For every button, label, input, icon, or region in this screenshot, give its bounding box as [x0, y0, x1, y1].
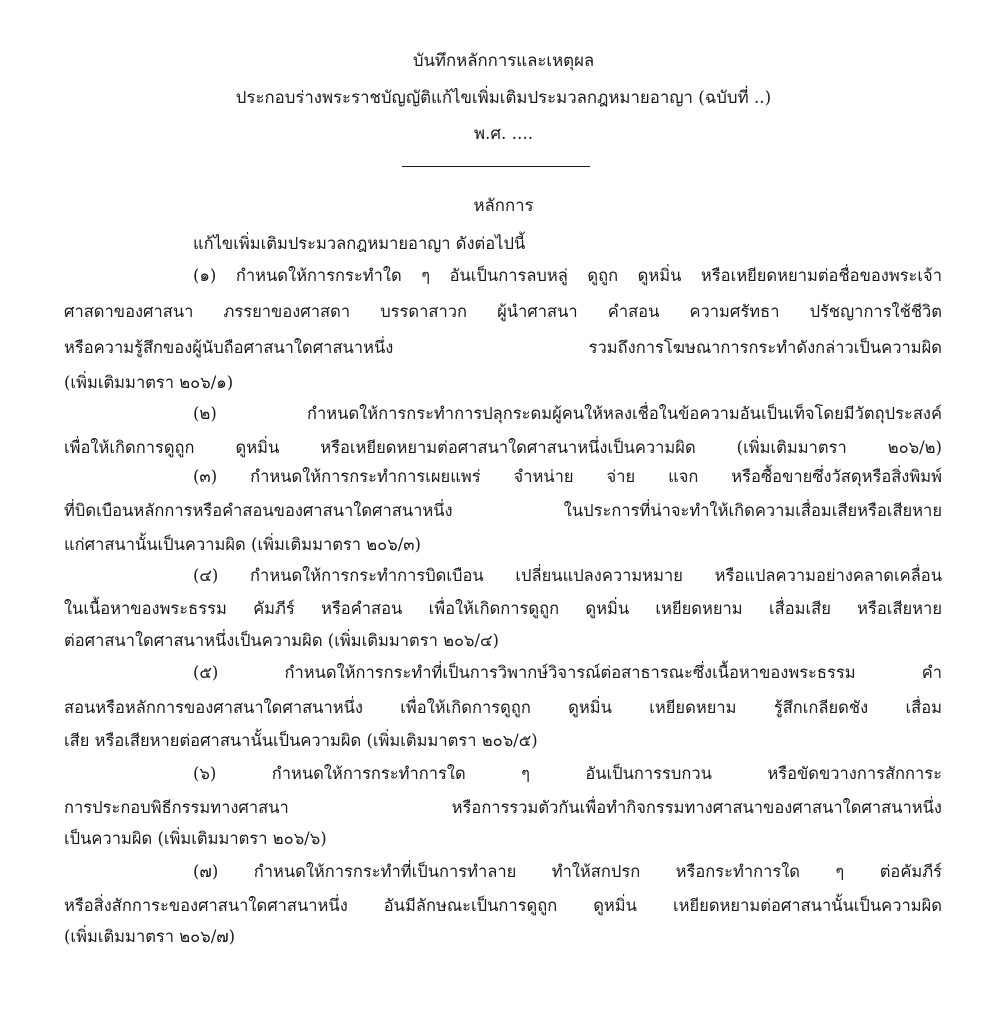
- item-1-line-1: (๑) กำหนดให้การกระทำใด ๆ อันเป็นการลบหลู่ ดูถูก ดูหมิ่น หรือเหยียดหยามต่อชื่อของพระเจ้า: [193, 266, 942, 285]
- item-2-line-1: (๒) กำหนดให้การกระทำการปลุกระดมผู้คนให้หลงเชื่อในข้อความอันเป็นเท็จโดยมีวัตถุประสงค์: [193, 404, 942, 423]
- item-1-line-4: (เพิ่มเติมมาตรา ๒๐๖/๑): [64, 373, 234, 392]
- document-subtitle: ประกอบร่างพระราชบัญญัติแก้ไขเพิ่มเติมประมวลกฎหมายอาญา (ฉบับที่ ..): [235, 87, 772, 107]
- item-1-line-2: ศาสดาของศาสนา ภรรยาของศาสดา บรรดาสาวก ผู้นำศาสนา คำสอน ความศรัทธา ปรัชญาการใช้ชีวิต: [64, 302, 942, 321]
- item-3-line-2: ที่บิดเบือนหลักการหรือคำสอนของศาสนาใดศาสนาหนึ่ง ในประการที่น่าจะทำให้เกิดความเสื่อมเสียหรือเสียหาย: [64, 501, 942, 520]
- item-7-line-1: (๗) กำหนดให้การกระทำที่เป็นการทำลาย ทำให้สกปรก หรือกระทำการใด ๆ ต่อคัมภีร์: [193, 862, 942, 881]
- item-4-line-2: ในเนื้อหาของพระธรรม คัมภีร์ หรือคำสอน เพื่อให้เกิดการดูถูก ดูหมิ่น เหยียดหยาม เสื่อมเสีย หรือเสียหาย: [64, 599, 942, 618]
- item-6-line-1: (๖) กำหนดให้การกระทำการใด ๆ อันเป็นการรบกวน หรือขัดขวางการสักการะ: [193, 764, 942, 783]
- item-6-line-2: การประกอบพิธีกรรมทางศาสนา หรือการรวมตัวกันเพื่อทำกิจกรรมทางศาสนาของศาสนาใดศาสนาหนึ่ง: [64, 798, 942, 817]
- document-title: บันทึกหลักการและเหตุผล: [412, 50, 595, 70]
- section-heading: หลักการ: [473, 195, 534, 215]
- item-3-line-1: (๓) กำหนดให้การกระทำการเผยแพร่ จำหน่าย จ่าย แจก หรือซื้อขายซึ่งวัสดุหรือสิ่งพิมพ์: [193, 467, 942, 486]
- intro-text: แก้ไขเพิ่มเติมประมวลกฎหมายอาญา ดังต่อไปนี้: [193, 234, 526, 253]
- item-6-line-3: เป็นความผิด (เพิ่มเติมมาตรา ๒๐๖/๖): [64, 829, 327, 848]
- document-year: พ.ศ. ....: [473, 123, 534, 143]
- item-5-line-1: (๕) กำหนดให้การกระทำที่เป็นการวิพากษ์วิจารณ์ต่อสาธารณะซึ่งเนื้อหาของพระธรรม คำ: [193, 663, 942, 682]
- item-7-line-2: หรือสิ่งสักการะของศาสนาใดศาสนาหนึ่ง อันมีลักษณะเป็นการดูถูก ดูหมิ่น เหยียดหยามต่อศาสนานั้นเป็นความผิด: [64, 896, 942, 915]
- item-5-line-3: เสีย หรือเสียหายต่อศาสนานั้นเป็นความผิด (เพิ่มเติมมาตรา ๒๐๖/๕): [64, 731, 538, 750]
- item-4-line-1: (๔) กำหนดให้การกระทำการบิดเบือน เปลี่ยนแปลงความหมาย หรือแปลความอย่างคลาดเคลื่อน: [193, 566, 942, 585]
- item-2-line-2: เพื่อให้เกิดการดูถูก ดูหมิ่น หรือเหยียดหยามต่อศาสนาใดศาสนาหนึ่งเป็นความผิด (เพิ่มเติมมาตรา ๒๐๖/๒): [64, 438, 942, 457]
- item-4-line-3: ต่อศาสนาใดศาสนาหนึ่งเป็นความผิด (เพิ่มเติมมาตรา ๒๐๖/๔): [64, 631, 499, 650]
- item-7-line-3: (เพิ่มเติมมาตรา ๒๐๖/๗): [64, 927, 236, 946]
- item-5-line-2: สอนหรือหลักการของศาสนาใดศาสนาหนึ่ง เพื่อให้เกิดการดูถูก ดูหมิ่น เหยียดหยาม รู้สึกเกลียดชัง เสื่อม: [64, 698, 942, 717]
- item-3-line-3: แก่ศาสนานั้นเป็นความผิด (เพิ่มเติมมาตรา ๒๐๖/๓): [64, 535, 421, 554]
- item-1-line-3: หรือความรู้สึกของผู้นับถือศาสนาใดศาสนาหนึ่ง รวมถึงการโฆษณาการกระทำดังกล่าวเป็นความผิด: [64, 338, 942, 357]
- header-divider: [402, 166, 590, 167]
